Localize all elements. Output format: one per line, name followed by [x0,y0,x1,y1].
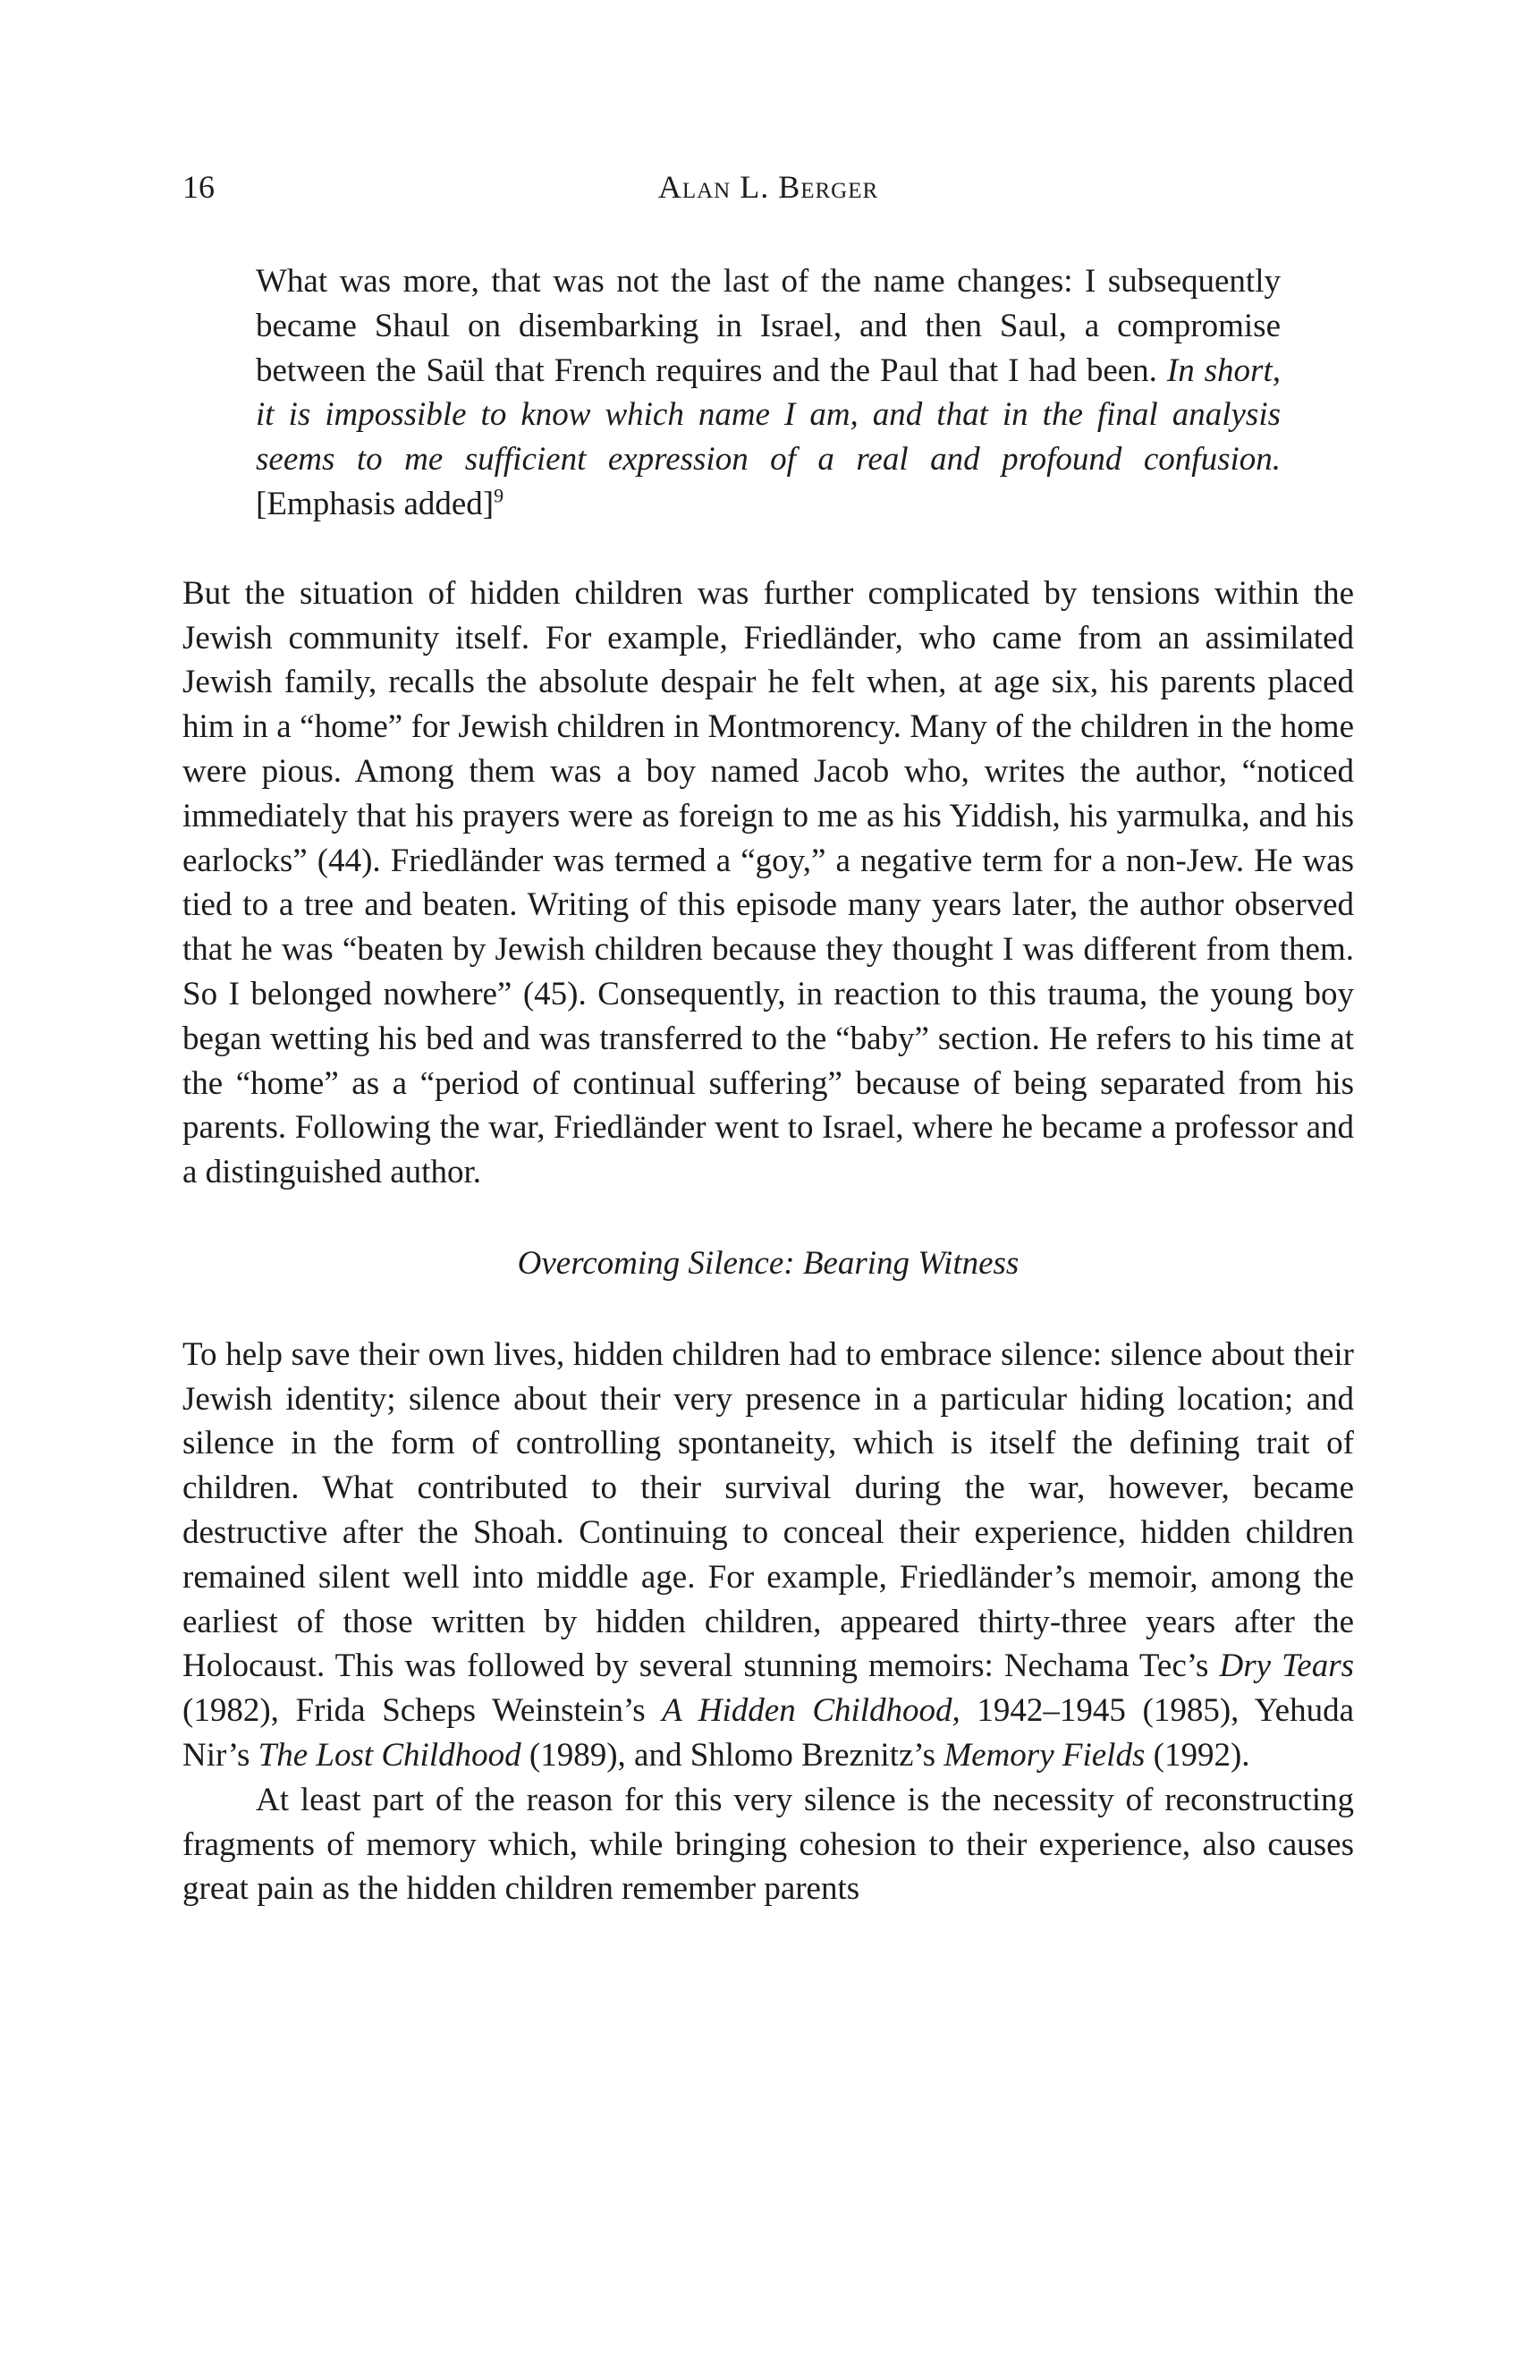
quote-italic-text: In short, it is impossible to know which name I am, and that in the final analysis seems to me sufficient expression of a real and profound confusion. [256,351,1281,479]
body-text [182,259,1354,1911]
paragraph-text: 1942–1945 (1985), Yehuda Nir’s [182,1692,1354,1774]
book-title: The Lost Childhood [258,1736,521,1774]
paragraph-text: To help save their own lives, hidden children had to embrace silence: silence about their Jewish identity; silence about their very presence in a particular hiding location; and silence in the form of controlling spontaneity, which is itself the defining trait of children. What contributed to their survival during the war, however, became destructive after the Shoah. Continuing to conceal their experience, hidden children remained silent well into middle age. For example, Friedländer’s memoir, among the earliest of those written by hidden children, appeared thirty-three years after the Holocaust. This was followed by several stunning memoirs: Nechama Tec’s [182,1335,1354,1685]
book-title: Dry Tears [1219,1647,1354,1685]
book-title: Memory Fields [943,1736,1146,1774]
paragraph-text: (1992). [1145,1736,1250,1774]
paragraph: But the situation of hidden children was further complicated by tensions within the Jewish community itself. For example, Friedländer, who came from an assimilated Jewish family, recalls the absolute despair he felt when, at age six, his parents placed him in a “home” for Jewish children in Montmorency. Many of the children in the home were pious. Among them was a boy named Jacob who, writes the author, “noticed immediately that his prayers were as foreign to me as his Yiddish, his yarmulka, and his earlocks” (44). Friedländer was termed a “goy,” a negative term for a non-Jew. He was tied to a tree and beaten. Writing of this episode many years later, the author observed that he was “beaten by Jewish children because they thought I was different from them. So I belonged nowhere” (45). Consequently, in reaction to this trauma, the young boy began wetting his bed and was transferred to the “baby” section. He refers to his time at the “home” as a “period of continual suffering” because of being separated from his parents. Following the war, Friedländer went to Israel, where he became a professor and a distinguished author. [182,574,1354,1191]
author-running-head: Alan L. Berger [657,169,879,205]
paragraph: At least part of the reason for this very silence is the necessity of reconstructing fragments of memory which, while bringing cohesion to their experience, also causes great pain as the hidden children remember parents [182,1781,1354,1908]
paragraph [182,1333,1354,1778]
footnote-marker: 9 [494,484,504,507]
paragraph-text: (1982), Frida Scheps Weinstein’s [182,1692,663,1730]
page-number: 16 [182,169,215,205]
book-title: A Hidden Childhood, [662,1692,960,1730]
block-quote [182,259,1354,527]
quote-text: What was more, that was not the last of the name changes: I subsequently became Shaul on disembarking in Israel, and then Saul, a compromise between the Saül that French requires and the Paul that I had been. [256,263,1281,389]
paragraph-text: (1989), and Shlomo Breznitz’s [520,1736,944,1774]
section-heading: Overcoming Silence: Bearing Witness [517,1244,1020,1282]
running-head [182,168,1354,213]
quote-suffix: [Emphasis added] [256,485,495,522]
